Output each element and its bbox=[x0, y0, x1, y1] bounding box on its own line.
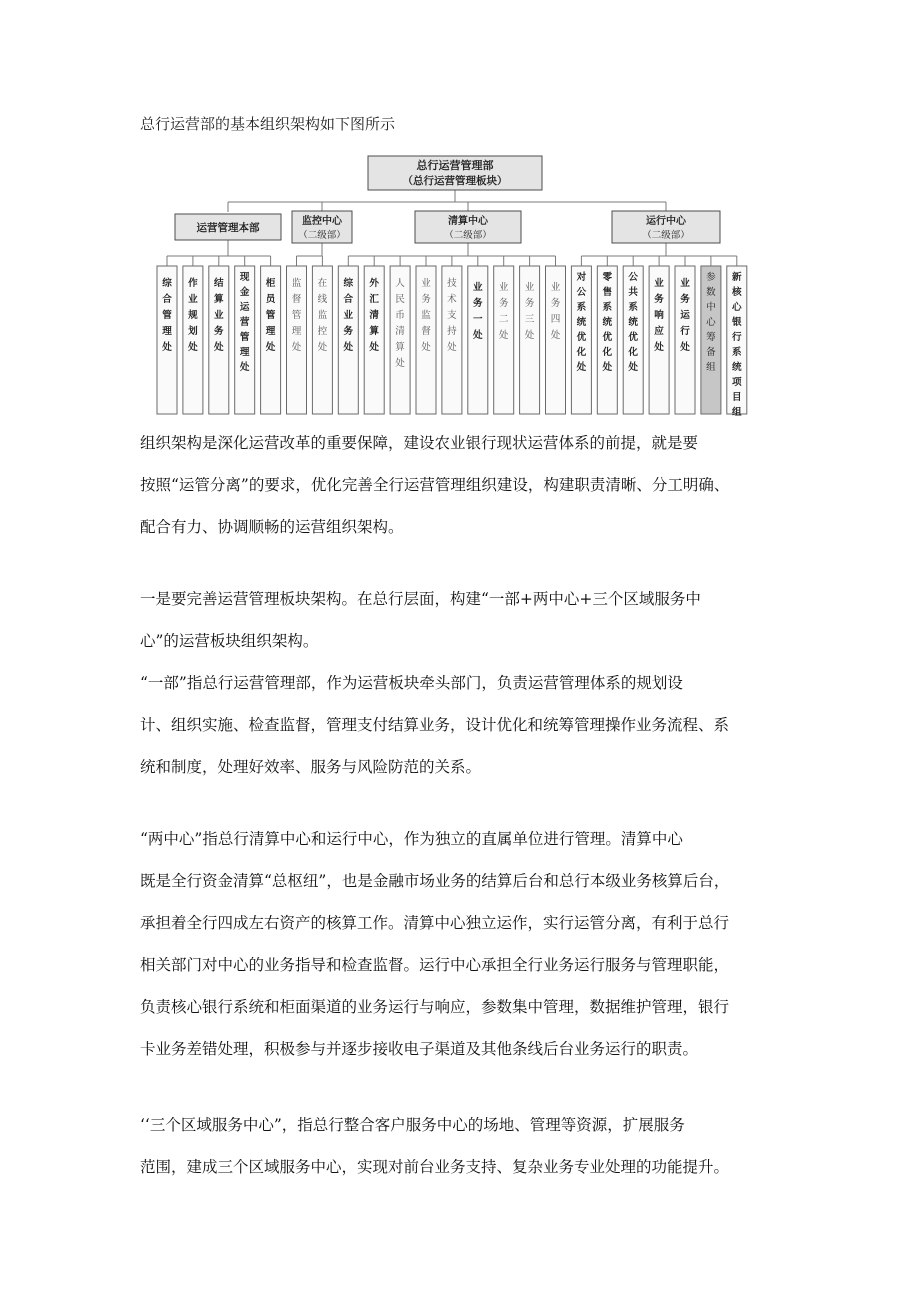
org-leaf-label: 现金运营管理处 bbox=[239, 272, 250, 373]
org-leaf-unit bbox=[261, 266, 281, 414]
org-leaf-unit bbox=[157, 266, 177, 414]
org-leaf-label: 业务响应处 bbox=[654, 278, 664, 353]
org-leaf-unit bbox=[597, 266, 617, 414]
paragraph-line: 统和制度，处理好效率、服务与风险防范的关系。 bbox=[140, 758, 482, 776]
org-leaf-unit bbox=[494, 266, 514, 414]
paragraph-line: 一是要完善运营管理板块架构。在总行层面，构建“一部+两中心+三个区域服务中 bbox=[140, 590, 701, 608]
paragraph-line: 卡业务差错处理，积极参与并逐步接收电子渠道及其他条线后台业务运行的职责。 bbox=[140, 1040, 699, 1058]
org-leaf-unit bbox=[520, 266, 540, 414]
org-leaf-label: 在线监控处 bbox=[317, 278, 328, 353]
org-dept-monitoring bbox=[292, 211, 352, 243]
org-dept-label: 运行中心 bbox=[646, 216, 686, 227]
org-leaf-unit bbox=[209, 266, 229, 414]
org-chart bbox=[145, 148, 765, 418]
org-leaf-unit bbox=[701, 266, 721, 414]
org-leaf-label: 结算业务处 bbox=[214, 278, 224, 353]
paragraph-line: ‘‘三个区域服务中心”，指总行整合客户服务中心的场地、管理等资源，扩展服务 bbox=[140, 1116, 685, 1134]
org-leaf-label: 业务监督处 bbox=[421, 278, 431, 353]
paragraph bbox=[140, 578, 780, 662]
org-leaf-label: 柜员管理处 bbox=[265, 278, 276, 353]
org-leaf-label: 公共系统优化处 bbox=[628, 272, 638, 373]
org-dept-sublabel: （二级部） bbox=[444, 230, 492, 241]
paragraph bbox=[140, 818, 780, 1070]
org-leaf-unit bbox=[623, 266, 643, 414]
org-leaf-unit bbox=[468, 266, 488, 414]
org-dept-sublabel: （二级部） bbox=[642, 230, 690, 241]
org-leaf-unit bbox=[364, 266, 384, 414]
paragraph-line: 负责核心银行系统和柜面渠道的业务运行与响应，参数集中管理，数据维护管理，银行 bbox=[140, 998, 730, 1016]
org-leaf-label: 综合业务处 bbox=[343, 278, 354, 353]
paragraph-line: 相关部门对中心的业务指导和检查监督。运行中心承担全行业务运行服务与管理职能， bbox=[140, 956, 730, 974]
org-root bbox=[368, 156, 542, 190]
paragraph-line: 承担着全行四成左右资产的核算工作。清算中心独立运作，实行运管分离，有利于总行 bbox=[140, 914, 730, 932]
org-leaf-unit bbox=[546, 266, 566, 414]
org-leaf-unit bbox=[675, 266, 695, 414]
org-leaf-unit bbox=[287, 266, 307, 414]
org-dept-ops-hq bbox=[175, 214, 281, 240]
org-leaf-label: 监督管理处 bbox=[291, 278, 302, 353]
paragraph bbox=[140, 662, 780, 788]
org-leaf-label: 对公系统优化处 bbox=[576, 272, 587, 373]
paragraph bbox=[140, 1104, 780, 1188]
org-leaf-label: 作业规划处 bbox=[188, 278, 198, 353]
org-dept-clearing bbox=[415, 211, 521, 243]
org-dept-label: 清算中心 bbox=[448, 216, 488, 227]
org-leaf-units bbox=[157, 266, 747, 418]
paragraph-line: “一部”指总行运营管理部，作为运营板块牵头部门，负责运营管理体系的规划设 bbox=[140, 674, 683, 692]
org-leaf-label: 新核心银行系统项目组 bbox=[732, 272, 742, 418]
paragraph-line: 既是全行资金清算“总枢纽”，也是金融市场业务的结算后台和总行本级业务核算后台， bbox=[140, 872, 730, 890]
org-leaf-label: 技术支持处 bbox=[447, 278, 457, 353]
org-leaf-label: 人民币清算处 bbox=[395, 278, 405, 369]
org-leaf-label: 业务四处 bbox=[550, 282, 561, 341]
org-leaf-label: 业务运行处 bbox=[680, 278, 690, 353]
org-leaf-unit bbox=[338, 266, 358, 414]
org-dept-sublabel: （二级部） bbox=[298, 230, 346, 241]
paragraph-line: 按照“运管分离”的要求，优化完善全行运营管理组织建设，构建职责清晰、分工明确、 bbox=[140, 476, 730, 494]
org-leaf-unit bbox=[442, 266, 462, 414]
paragraph-line: 组织架构是深化运营改革的重要保障，建设农业银行现状运营体系的前提，就是要 bbox=[140, 434, 699, 452]
org-leaf-label: 业务三处 bbox=[524, 282, 535, 341]
paragraph-line: 心”的运营板块组织架构。 bbox=[140, 632, 319, 650]
org-dept-operations bbox=[612, 211, 720, 243]
org-root-subtitle: （总行运营管理板块） bbox=[402, 175, 508, 187]
paragraph-line: 配合有力、协调顺畅的运营组织架构。 bbox=[140, 518, 404, 536]
org-leaf-unit bbox=[312, 266, 332, 414]
org-leaf-unit bbox=[416, 266, 436, 414]
org-dept-label: 运营管理本部 bbox=[196, 222, 260, 234]
org-leaf-unit bbox=[390, 266, 410, 414]
paragraph bbox=[140, 422, 780, 548]
org-leaf-label: 零售系统优化处 bbox=[602, 272, 613, 373]
org-leaf-label: 业务二处 bbox=[498, 282, 509, 341]
org-leaf-unit bbox=[183, 266, 203, 414]
org-leaf-unit bbox=[235, 266, 255, 414]
org-leaf-unit bbox=[727, 266, 747, 418]
paragraph-line: 范围，建成三个区域服务中心，实现对前台业务支持、复杂业务专业处理的功能提升。 bbox=[140, 1158, 730, 1176]
org-leaf-label: 综合管理处 bbox=[162, 278, 172, 353]
intro-text: 总行运营部的基本组织架构如下图所示 bbox=[140, 115, 396, 133]
org-root-title: 总行运营管理部 bbox=[416, 159, 494, 172]
org-dept-label: 监控中心 bbox=[302, 216, 342, 227]
org-leaf-label: 业务一处 bbox=[473, 282, 483, 341]
org-leaf-unit bbox=[649, 266, 669, 414]
paragraph-line: “两中心”指总行清算中心和运行中心，作为独立的直属单位进行管理。清算中心 bbox=[140, 830, 683, 848]
org-leaf-label: 参数中心筹备组 bbox=[706, 272, 716, 373]
org-leaf-unit bbox=[571, 266, 591, 414]
org-leaf-label: 外汇清算处 bbox=[369, 278, 379, 353]
paragraph-line: 计、组织实施、检查监督，管理支付结算业务，设计优化和统筹管理操作业务流程、系 bbox=[140, 716, 730, 734]
